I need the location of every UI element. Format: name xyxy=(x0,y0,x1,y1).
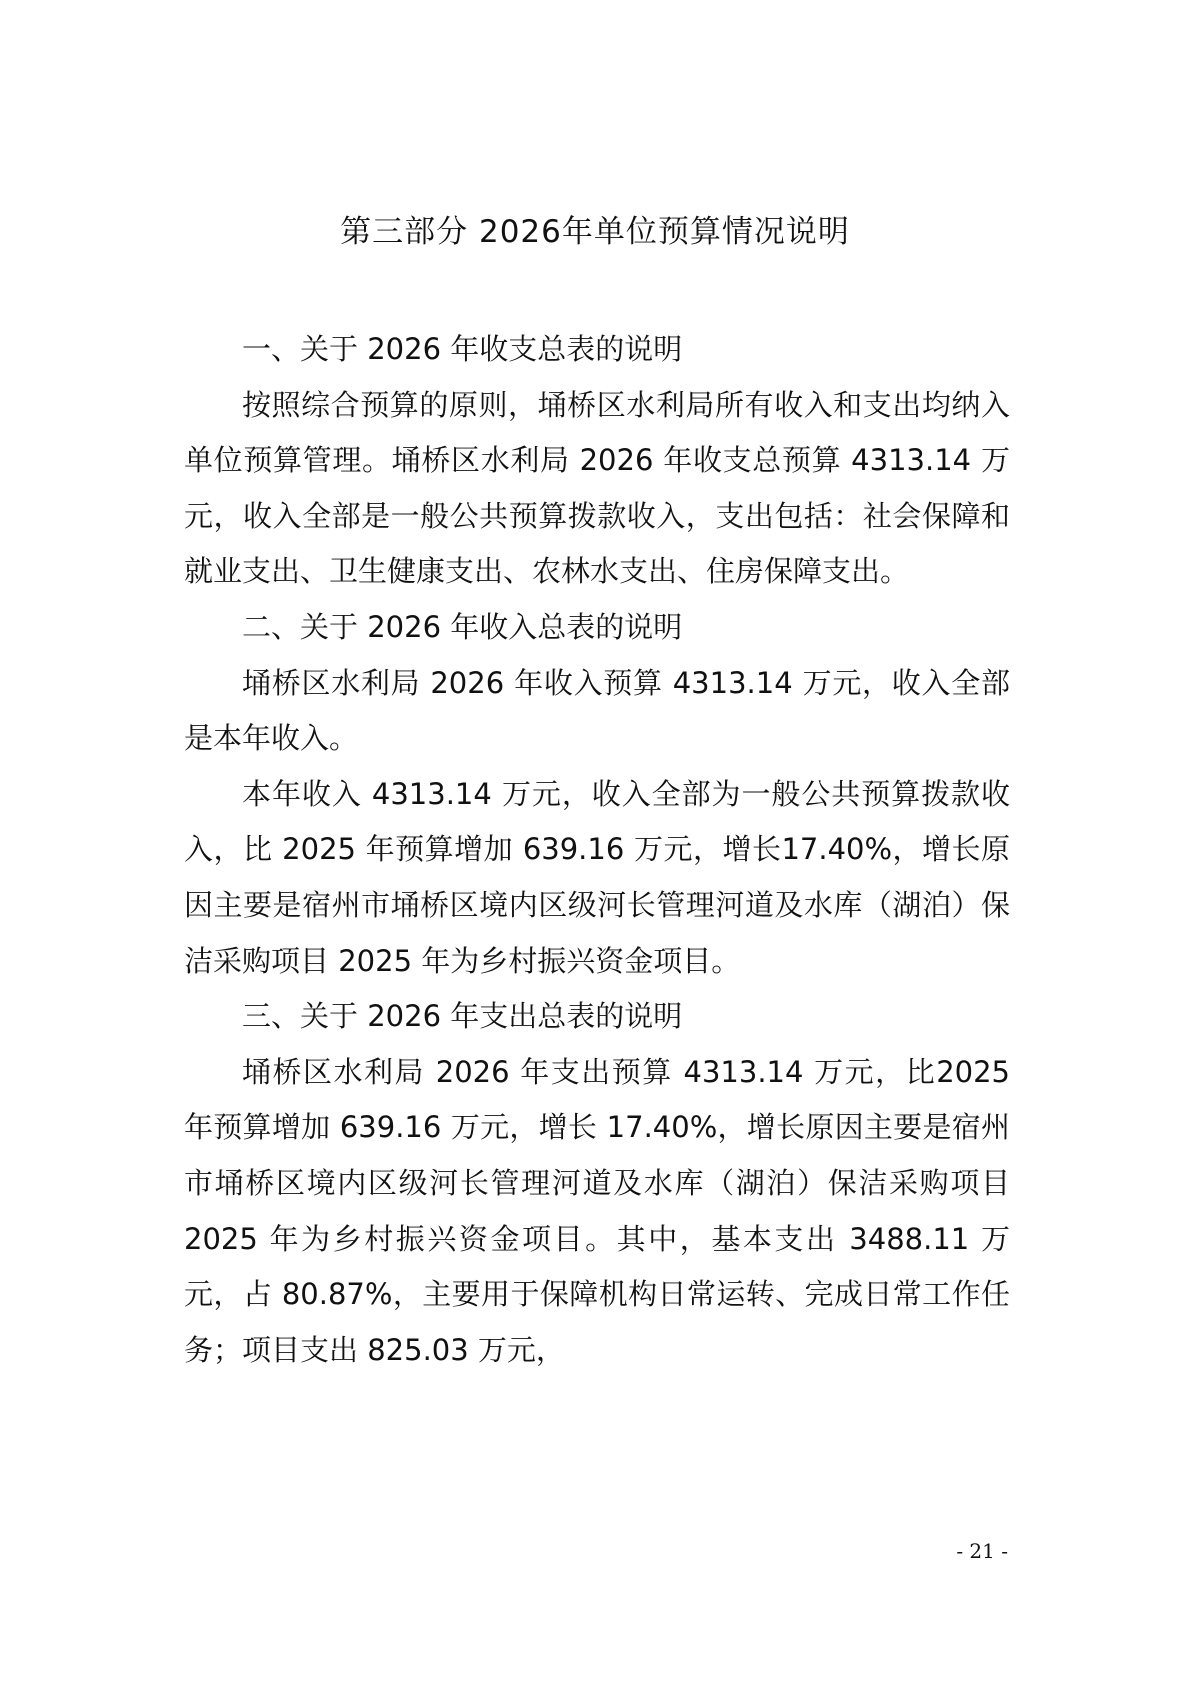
document-body xyxy=(184,322,1010,1378)
section-3-paragraph-1: 埇桥区水利局 2026 年支出预算 4313.14 万元，比2025 年预算增加 639.16 万元，增长 17.40%，增长原因主要是宿州市埇桥区境内区级河长管理河道及水库（湖泊）保洁采购项目 2025 年为乡村振兴资金项目。其中，基本支出 3488.11 万元，占 80.87%，主要用于保障机构日常运转、完成日常工作任务；项目支出 825.03 万元， xyxy=(184,1054,1010,1367)
section-heading-2: 二、关于 2026 年收入总表的说明 xyxy=(242,609,683,644)
section-2-paragraph-2: 本年收入 4313.14 万元，收入全部为一般公共预算拨款收入，比 2025 年预算增加 639.16 万元，增长17.40%，增长原因主要是宿州市埇桥区境内区级河长管理河道及水库（湖泊）保洁采购项目 2025 年为乡村振兴资金项目。 xyxy=(184,776,1010,978)
section-heading-3: 三、关于 2026 年支出总表的说明 xyxy=(242,999,683,1034)
section-heading-1: 一、关于 2026 年收支总表的说明 xyxy=(242,332,683,366)
section-1-paragraph-1: 按照综合预算的原则，埇桥区水利局所有收入和支出均纳入单位预算管理。埇桥区水利局 2026 年收支总预算 4313.14 万元，收入全部是一般公共预算拨款收入，支出包括：社会保障和就业支出、卫生健康支出、农林水支出、住房保障支出。 xyxy=(184,387,1010,589)
page-number: - 21 - xyxy=(956,1539,1008,1563)
page-title: 第三部分 2026年单位预算情况说明 xyxy=(340,214,850,250)
section-2-paragraph-1: 埇桥区水利局 2026 年收入预算 4313.14 万元，收入全部是本年收入。 xyxy=(184,665,1010,756)
